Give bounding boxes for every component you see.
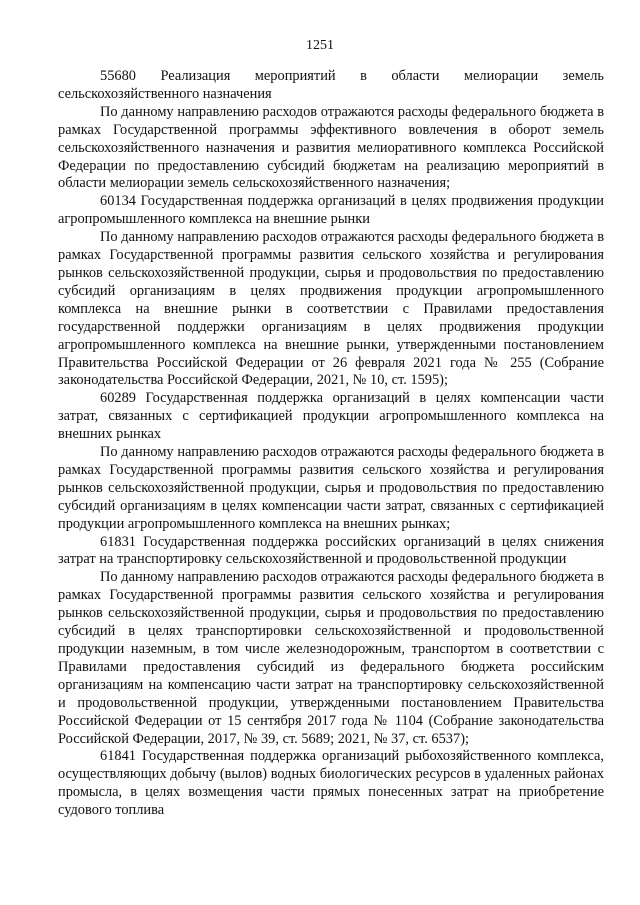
document-body [58,68,604,820]
paragraph-60289-heading: 60289 Государственная поддержка организаций в целях компенсации части затрат, связанных с сертификацией продукции агропромышленного комплекса на внешних рынках [58,390,604,443]
paragraph-61841-heading: 61841 Государственная поддержка организаций рыбохозяйственного комплекса, осуществляющих добычу (вылов) водных биологических ресурсов в удаленных районах промысла, в целях возмещения части прямых понесенных затрат на приобретение судового топлива [58,748,604,819]
paragraph-60134-description: По данному направлению расходов отражаются расходы федерального бюджета в рамках Государственной программы развития сельского хозяйства и регулирования рынков сельскохозяйственной продукции, сырья и продовольствия по предоставлению субсидий организациям в целях продвижения продукции агропромышленного комплекса на внешние рынки в соответствии с Правилами предоставления государственной поддержки организациям в целях продвижения продукции агропромышленного комплекса на внешние рынки, утвержденными постановлением Правительства Российской Федерации от 26 февраля 2021 года № 255 (Собрание законодательства Российской Федерации, 2021, № 10, ст. 1595); [58,229,604,389]
paragraph-61831-description: По данному направлению расходов отражаются расходы федерального бюджета в рамках Государственной программы развития сельского хозяйства и регулирования рынков сельскохозяйственной продукции, сырья и продовольствия по предоставлению субсидий в целях транспортировки сельскохозяйственной и продовольственной продукции наземным, в том числе железнодорожным, транспортом в соответствии с Правилами предоставления субсидий из федерального бюджета российским организациям на компенсацию части затрат на транспортировку сельскохозяйственной и продовольственной продукции, утвержденными постановлением Правительства Российской Федерации от 15 сентября 2017 года № 1104 (Собрание законодательства Российской Федерации, 2017, № 39, ст. 5689; 2021, № 37, ст. 6537); [58,569,604,747]
page-number: 1251 [306,38,334,53]
paragraph-60134-heading: 60134 Государственная поддержка организаций в целях продвижения продукции агропромышленного комплекса на внешние рынки [58,193,604,228]
paragraph-61831-heading: 61831 Государственная поддержка российских организаций в целях снижения затрат на транспортировку сельскохозяйственной и продовольственной продукции [58,533,604,568]
paragraph-60289-description: По данному направлению расходов отражаются расходы федерального бюджета в рамках Государственной программы развития сельского хозяйства и регулирования рынков сельскохозяйственной продукции, сырья и продовольствия по предоставлению субсидий организациям в целях компенсации части затрат, связанных с сертификацией продукции агропромышленного комплекса на внешних рынках; [58,444,604,532]
paragraph-55680-heading: 55680 Реализация мероприятий в области мелиорации земель сельскохозяйственного назначения [58,68,604,102]
paragraph-55680-description: По данному направлению расходов отражаются расходы федерального бюджета в рамках Государственной программы эффективного вовлечения в оборот земель сельскохозяйственного назначения и развития мелиоративного комплекса Российской Федерации по предоставлению субсидий бюджетам на реализацию мероприятий в области мелиорации земель сельскохозяйственного назначения; [58,103,604,192]
